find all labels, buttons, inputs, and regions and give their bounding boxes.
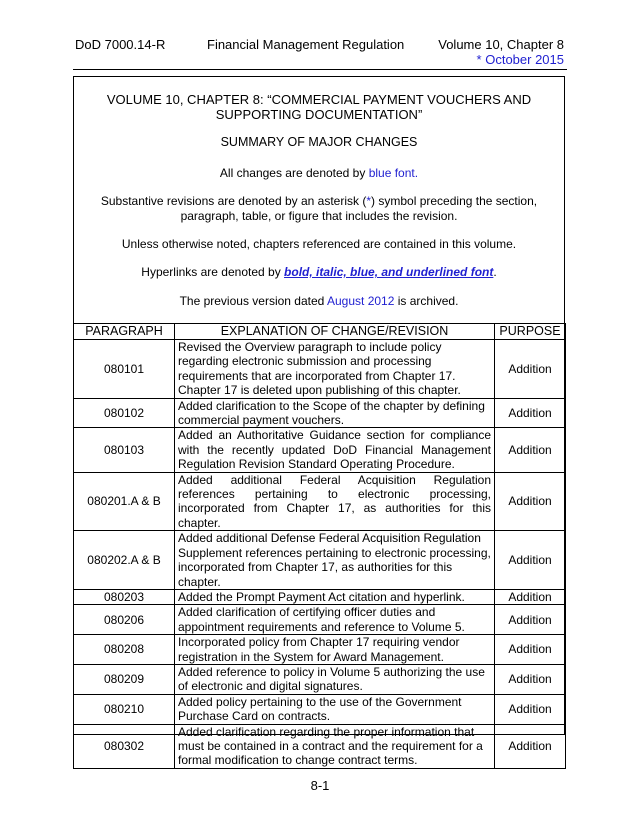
purpose-cell: Addition: [495, 605, 566, 635]
explanation-cell: Revised the Overview paragraph to include policy regarding electronic submission and processing requirements that are incorporated from Chapter 17. Chapter 17 is deleted upon publishing of this chapter.: [175, 340, 495, 399]
table-row: [74, 605, 566, 635]
explanation-cell: Added the Prompt Payment Act citation and hyperlink.: [175, 589, 495, 604]
paragraph-cell: 080206: [74, 605, 175, 635]
paragraph-cell: 080202.A & B: [74, 531, 175, 590]
paragraph-cell: 080201.A & B: [74, 472, 175, 531]
table-row: [74, 694, 566, 724]
explanation-cell: Added additional Federal Acquisition Regulation references pertaining to electronic processing, incorporated from Chapter 17, as authorities for this chapter.: [175, 472, 495, 531]
purpose-cell: Addition: [495, 664, 566, 694]
explanation-cell: Added clarification regarding the proper information that must be contained in a contract and the requirement for a formal modification to change contract terms.: [175, 724, 495, 768]
note-previous-text-a: The previous version dated: [179, 294, 327, 308]
chapter-title: VOLUME 10, CHAPTER 8: “COMMERCIAL PAYMENT VOUCHERS AND SUPPORTING DOCUMENTATION”: [106, 92, 532, 122]
note-asterisk-text-b: ) symbol preceding the section, paragraph, table, or figure that includes the revision.: [180, 194, 538, 223]
note-blue-font-sample: blue font.: [368, 166, 419, 180]
summary-heading: SUMMARY OF MAJOR CHANGES: [220, 135, 418, 149]
table-row: [74, 589, 566, 604]
note-blue-font-text: All changes are denoted by: [219, 166, 369, 180]
page-number: 8-1: [310, 778, 330, 793]
explanation-cell: Added an Authoritative Guidance section for compliance with the recently updated DoD Financial Management Regulation Revision Standard Operating Procedure.: [175, 428, 495, 472]
column-header-purpose: PURPOSE: [495, 324, 566, 340]
hyperlink-style-sample[interactable]: bold, italic, blue, and underlined font: [284, 265, 494, 279]
column-header-explanation: EXPLANATION OF CHANGE/REVISION: [175, 324, 495, 340]
note-previous-text-b: is archived.: [394, 294, 459, 308]
paragraph-cell: 080102: [74, 398, 175, 428]
note-asterisk: [74, 194, 564, 224]
paragraph-cell: 080209: [74, 664, 175, 694]
summary-box: [73, 76, 565, 768]
paragraph-cell: 080203: [74, 589, 175, 604]
table-row: [74, 664, 566, 694]
note-asterisk-text-a: Substantive revisions are denoted by an asterisk (: [100, 194, 367, 208]
paragraph-cell: 080302: [74, 724, 175, 768]
changes-table: [73, 323, 566, 769]
header-volume-chapter: Volume 10, Chapter 8: [438, 37, 564, 52]
header-doc-id: DoD 7000.14-R: [75, 37, 166, 52]
explanation-cell: Added policy pertaining to the use of the Government Purchase Card on contracts.: [175, 694, 495, 724]
previous-version-date: August 2012: [327, 294, 395, 308]
explanation-cell: Added reference to policy in Volume 5 authorizing the use of electronic and digital signatures.: [175, 664, 495, 694]
purpose-cell: Addition: [495, 635, 566, 665]
table-row: [74, 340, 566, 399]
paragraph-cell: 080103: [74, 428, 175, 472]
table-row: [74, 472, 566, 531]
column-header-paragraph: PARAGRAPH: [74, 324, 175, 340]
purpose-cell: Addition: [495, 724, 566, 768]
note-hyperlinks: [74, 265, 564, 280]
note-hyperlinks-text: Hyperlinks are denoted by: [141, 265, 285, 279]
purpose-cell: Addition: [495, 428, 566, 472]
purpose-cell: Addition: [495, 589, 566, 604]
note-hyperlinks-period: .: [493, 265, 497, 279]
note-blue-font: [74, 166, 564, 181]
purpose-cell: Addition: [495, 531, 566, 590]
table-row: [74, 398, 566, 428]
purpose-cell: Addition: [495, 398, 566, 428]
header-doc-title: Financial Management Regulation: [207, 37, 405, 52]
table-row: [74, 531, 566, 590]
explanation-cell: Added clarification to the Scope of the chapter by defining commercial payment vouchers.: [175, 398, 495, 428]
explanation-cell: Added additional Defense Federal Acquisition Regulation Supplement references pertaining to electronic processing, incorporated from Chapter 17, as authorities for this chapter.: [175, 531, 495, 590]
purpose-cell: Addition: [495, 340, 566, 399]
asterisk-symbol: *: [366, 194, 372, 208]
paragraph-cell: 080208: [74, 635, 175, 665]
table-row: [74, 635, 566, 665]
purpose-cell: Addition: [495, 694, 566, 724]
table-row: [74, 428, 566, 472]
table-row: [74, 724, 566, 768]
paragraph-cell: 080101: [74, 340, 175, 399]
table-header-row: [74, 324, 566, 340]
note-chapter-reference: Unless otherwise noted, chapters referenced are contained in this volume.: [121, 237, 517, 251]
header-divider: [73, 69, 567, 70]
paragraph-cell: 080210: [74, 694, 175, 724]
purpose-cell: Addition: [495, 472, 566, 531]
explanation-cell: Incorporated policy from Chapter 17 requiring vendor registration in the System for Award Management.: [175, 635, 495, 665]
header-revision-date: * October 2015: [476, 52, 564, 67]
note-previous-version: [74, 294, 564, 309]
explanation-cell: Added clarification of certifying officer duties and appointment requirements and reference to Volume 5.: [175, 605, 495, 635]
